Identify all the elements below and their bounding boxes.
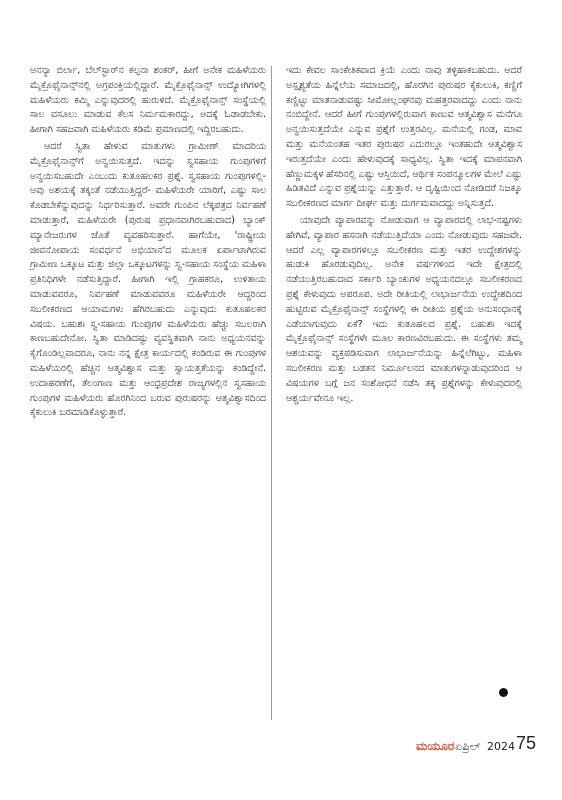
left-column	[30, 64, 266, 421]
left-paragraph-1: ಅನನ್ಯಾ ಬಿರ್ಲಾ, ಬೆಲ್‌ಸ್ಟಾರ್‌ನ ಕಲ್ಪನಾ ಶಂಕರ್, ಹೀಗೆ ಅನೇಕ ಮಹಿಳೆಯರು ಮೈಕ್ರೊಫೈನಾನ್ಸ್‌ನಲ್ಲಿ ಅಗ್ರಪಂಕ್ತಿಯಲ್ಲಿದ್ದಾರೆ. ಮೈಕ್ರೊಫೈನಾನ್ಸ್ ಉದ್ಯೋಗಿಗಳಲ್ಲಿ ಮಹಿಳೆಯರು ಕಮ್ಮಿ ಎನ್ನುವುದರಲ್ಲಿ ಹುರುಳಿದೆ. ಮೈಕ್ರೊಫೈನಾನ್ಸ್ ಸಂಸ್ಥೆಯಲ್ಲಿ ಸಾಲ ವಸೂಲು ಮಾಡುವ ಕೆಲಸ ನಿರ್ಮಮಕಾರದ್ದು, ಅದಕ್ಕೆ ಓಡಾಡಬೇಕು. ಹೀಗಾಗಿ ಸಹಜವಾಗಿ ಮಹಿಳೆಯರು ಕಡಿಮೆ ಪ್ರಮಾಣದಲ್ಲಿ ಇದ್ದಿರಬಹುದು.	[30, 65, 266, 136]
right-paragraph-1: ಇದು ಕೇವಲ ಸಾಂಕೇತಿಕವಾದ ಕ್ರಿಯೆ ಎಂದು ನಾವು ತಳ್ಳಿಹಾಕಬಹುದು. ಆದರೆ ಅಸ್ಪೃಶ್ಯತೆಯ ಹಿನ್ನೆಲೆಯ ಸಮಾಜದಲ್ಲಿ, ಹೊರಗಿನ ಪುರುಷರ ಕೈಕುಲುಕಿ, ಕಣ್ಣಿಗೆ ಕಣ್ಣಿಟ್ಟು ಮಾತನಾಡುವಷ್ಟು ಸೀಮೋಲ್ಲಂಘನವು ಮಹತ್ತರವಾದದ್ದು ಎಂದು ನಾನು ನಂಬಿದ್ದೇನೆ. ಆದರೆ ಹೀಗೆ ಗುಂಪುಗಳಲ್ಲಿರುವಾಗ ಕಾಣುವ ಆತ್ಮವಿಶ್ವಾಸ ಮನೆಗೂ ಅನ್ವಯಿಸುತ್ತದೆಯೇ ಎನ್ನುವ ಪ್ರಶ್ನೆಗೆ ಉತ್ತರವಿಲ್ಲ. ಮನೆಯಲ್ಲಿ ಗಂಡ, ಮಾವ ಮತ್ತು ಮನೆಯಂತಹ ಇತರ ಪುರುಷರ ಎದುರಲ್ಲೂ ಇಂತಹುದೇ ಆತ್ಮವಿಶ್ವಾಸ ಇರುತ್ತದೆಯೇ ಎಂದು ಹೇಳುವುದಕ್ಕೆ ಸಾಧ್ಯವಿಲ್ಲ. ಸ್ವಿತಾ ಇದಕ್ಕೆ ಮಾಪನವಾಗಿ ಹೆಣ್ಣುಮಕ್ಕಳ ಹೆಸರಿನಲ್ಲಿ ಎಷ್ಟು ಆಸ್ತಿಯಿದೆ, ಆರ್ಥಿಕ ಸಂಪನ್ಮೂಲಗಳ ಮೇಲೆ ಎಷ್ಟು ಹಿಡಿತವಿದೆ ಎನ್ನುವ ಪ್ರಶ್ನೆಯನ್ನು ಎತ್ತುತ್ತಾರೆ. ಆ ದೃಷ್ಟಿಯಿಂದ ನೋಡಿದರೆ ನಿಜಕ್ಕೂ ಸಬಲೀಕರಣದ ಮಾರ್ಗ ದೀರ್ಘ ಮತ್ತು ದುರ್ಗಮವಾದದ್ದು ಅನ್ನಿಸುತ್ತದೆ.	[286, 65, 522, 210]
page-number: 75	[516, 733, 537, 753]
right-paragraph-2: ಯಾವುದೇ ವ್ಯಾಪಾರವನ್ನು ನೋಡುವಾಗ ಆ ವ್ಯಾಪಾರದಲ್ಲಿ ಲಾಭ-ನಷ್ಟಗಳು ಹೇಗಿವೆ, ವ್ಯಾಪಾರ ಹಸನಾಗಿ ನಡೆಯುತ್ತಿದೆಯಾ ಎಂದು ನೋಡುವುದು ಸಹಜವೇ. ಆದರೆ ಎಲ್ಲ ವ್ಯಾಪಾರಗಳಲ್ಲೂ ಸಬಲೀಕರಣ ಮತ್ತು ಇತರ ಉದ್ದೇಶಗಳನ್ನು ಹುಡುಕಿ ಹೊರಡುವುದಿಲ್ಲ. ಅನೇಕ ವರ್ಷಗಳಿಂದ ಇದೇ ಕ್ಷೇತ್ರದಲ್ಲಿ ನಡೆಯುತ್ತಿರಬಹುದಾದ ಸರ್ಕಾರಿ ಬ್ಯಾಂಕುಗಳ ಅಧ್ಯಯನದಲ್ಲೂ ಸಬಲೀಕರಣದ ಪ್ರಶ್ನೆ ಕೇಳುವುದು ಅಪರೂಪ. ಅದೇ ರೀತಿಯಲ್ಲಿ ಲಾಭಾರ್ಜನೆಯ ಉದ್ದೇಶದಿಂದ ಹುಟ್ಟಿರುವ ಮೈಕ್ರೊಫೈನಾನ್ಸ್ ಸಂಸ್ಥೆಗಳಲ್ಲಿ ಈ ರೀತಿಯ ಪ್ರಶ್ನೆಯ ಅನುಸಂಧಾನಕ್ಕೆ ಎಡೆಯಾಗುವುದು ಏಕೆ? ಇದು ಕುತೂಹಲದ ಪ್ರಶ್ನೆ. ಬಹುಶಃ ಇದಕ್ಕೆ ಮೈಕ್ರೊಫೈನಾನ್ಸ್ ಸಂಸ್ಥೆಗಳೇ ಮೂಲ ಕಾರಣವಿರಬಹುದು. ಈ ಸಂಸ್ಥೆಗಳು ತಮ್ಮ ಆಶಯವನ್ನು ವ್ಯಕ್ತಪಡಿಸುವಾಗ ಲಾಭಾರ್ಜನೆಯನ್ನು ಹಿನ್ನೆಲೆಗಿಟ್ಟು, ಮಹಿಳಾ ಸಬಲೀಕರಣ ಮತ್ತು ಬಡತನ ನಿರ್ಮೂಲನದ ಮಾತುಗಳನ್ನಾಡುವುದರಿಂದ ಆ ವಿಷಯಗಳ ಬಗ್ಗೆ ಜನ ಸಂಶೋಧನೆ ನಡೆಸಿ ತಕ್ಕ ಪ್ರಶ್ನೆಗಳನ್ನು ಕೇಳುವುದರಲ್ಲಿ ಆಶ್ಚರ್ಯವೇನೂ ಇಲ್ಲ.	[286, 214, 522, 404]
left-paragraph-2: ಆದರೆ ಸ್ವಿತಾ ಹೇಳುವ ಮಾತುಗಳು ಗ್ರಾಮೀಣ್ ಮಾದರಿಯ ಮೈಕ್ರೊಫೈನಾನ್ಸ್‌ಗೆ ಅನ್ವಯಿಸುತ್ತದೆ. ಇದನ್ನು ಸ್ವಸಹಾಯ ಗುಂಪುಗಳಿಗೆ ಅನ್ವಯಿಸಬಹುದೇ ಎಂಬುದು ಕುತೂಹಲಕರ ಪ್ರಶ್ನೆ. ಸ್ವಸಹಾಯ ಗುಂಪುಗಳಲ್ಲಿ- ಅವು ಅಶಯಕ್ಕೆ ತಕ್ಕಂತೆ ನಡೆಯುತ್ತಿದ್ದರೆ- ಮಹಿಳೆಯರೇ ಯಾರಿಗೆ, ಎಷ್ಟು ಸಾಲ ಕೊಡಬೇಕೆನ್ನುವುದನ್ನು ನಿರ್ಧರಿಸುತ್ತಾರೆ. ಅವರೇ ಗುಂಪಿನ ಲೆಕ್ಕಪತ್ರದ ನಿರ್ವಹಣೆ ಮಾಡುತ್ತಾರೆ, ಮಹಿಳೆಯರೇ (ಪುರುಷ ಪ್ರಧಾನವಾಗಿರಬಹುದಾದ) ಬ್ಯಾಂಕ್ ಮ್ಯಾನೇಜರುಗಳ ಜೊತೆ ವ್ಯವಹರಿಸುತ್ತಾರೆ. ಹಾಗೆಯೇ, 'ರಾಷ್ಟ್ರೀಯ ಜೀವನೋಪಾಯ ಸಂವರ್ಧನೆ ಅಭಿಯಾನ'ದ ಮೂಲಕ ಏರ್ಪಾಟಾಗಿರುವ ಗ್ರಾಮೀಣ ಒಕ್ಕೂಟ ಮತ್ತು ಜಿಲ್ಲಾ ಒಕ್ಕೂಟಗಳನ್ನು ಸ್ವ-ಸಹಾಯ ಸಂಸ್ಥೆಯ ಮಹಿಳಾ ಪ್ರತಿನಿಧಿಗಳೇ ನಡೆಸುತ್ತಿದ್ದಾರೆ. ಹೀಗಾಗಿ ಇಲ್ಲಿ ಗ್ರಾಹಕರೂ, ಉಳಿತಾಯ ಮಾಡುವವರೂ, ನಿರ್ವಹಣೆ ಮಾಡುವವರೂ ಮಹಿಳೆಯರೇ ಆದ್ದರಿಂದ ಸಬಲೀಕರಣದ ಆಯಾಮಗಳು ಹೆಗಿರಬಹುದು ಎನ್ನುವುದು ಕುತೂಹಲಕರ ವಿಷಯ. ಬಹುಶಃ ಸ್ವ-ಸಹಾಯ ಗುಂಪುಗಳ ಮಹಿಳೆಯರು ಹೆಚ್ಚು ಸಬಲರಾಗಿ ಕಾಣಬಹುದೇನೋ. ಸ್ವಿತಾ ಮಾಡಿದಷ್ಟು ವ್ಯವಸ್ಥಿತವಾಗಿ ನಾನು ಅಧ್ಯಯನವನ್ನು ಕೈಗೊಂಡಿಲ್ಲವಾದರೂ, ನಾನು ನನ್ನ ಕ್ಷೇತ್ರ ಕಾರ್ಯದಲ್ಲಿ ಕಂಡಿರುವ ಈ ಗುಂಪುಗಳ ಮಹಿಳೆಯರಲ್ಲಿ ಹೆಚ್ಚಿನ ಆತ್ಮವಿಶ್ವಾಸ ಮತ್ತು ಸ್ವಾಯತ್ತತೆಯನ್ನು ಕಂಡಿದ್ದೇನೆ. ಉದಾಹರಣೆಗೆ, ತೆಲಂಗಾಣ ಮತ್ತು ಆಂಧ್ರಪ್ರದೇಶ ರಾಜ್ಯಗಳಲ್ಲಿನ ಸ್ವಸಹಾಯ ಗುಂಪುಗಳ ಮಹಿಳೆಯರು ಹೊರಗಿನಿಂದ ಬರುವ ಪುರುಷರನ್ನು ಆತ್ಮವಿಶ್ವಾಸದಿಂದ ಕೈಕುಲುಕಿ ಬರಮಾಡಿಕೊಳ್ಳುತ್ತಾರೆ.	[30, 140, 266, 419]
column-divider	[271, 66, 272, 720]
issue-year: 2024	[487, 740, 515, 753]
end-of-article-bullet	[499, 688, 508, 697]
right-column	[286, 64, 522, 406]
magazine-logo: ಮಯೂರ	[416, 739, 455, 753]
page-footer	[0, 732, 562, 760]
issue-month: ಏಪ್ರಿಲ್	[455, 740, 481, 753]
